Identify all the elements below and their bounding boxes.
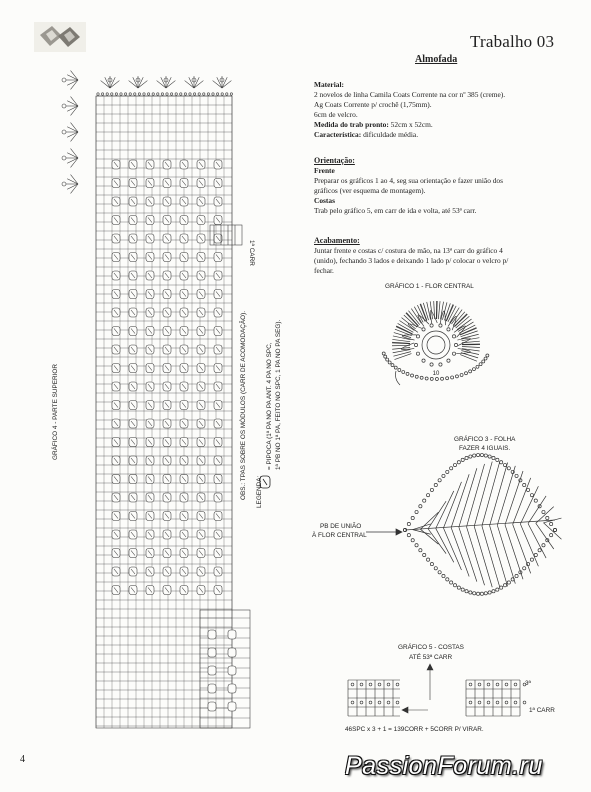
chart5-bottom-note: 46SPC x 3 + 1 = 139CORR + 5CORR P/ VIRAR. <box>345 726 484 733</box>
chart5-row1-label: 1ª CARR <box>529 707 555 714</box>
size-value: 52cm x 52cm. <box>390 120 433 129</box>
piece-name: Almofada <box>415 54 458 65</box>
chart5-title-line1: GRÁFICO 5 - COSTAS <box>398 644 464 651</box>
chart5-title-line2: ATÉ 53ª CARR <box>409 654 453 661</box>
popcorn-stitch-icon <box>260 476 270 488</box>
chart3-union-line1: PB DE UNIÃO <box>320 523 362 530</box>
front-text-2: gráficos (ver esquema de montagem). <box>314 186 426 195</box>
legend-line-1: = PIPOCA (1ª PA NO PA ANT. 4 PA NO SPC, <box>266 342 273 470</box>
chart4-title: GRÁFICO 4 - PARTE SUPERIOR <box>52 364 59 460</box>
chart5-row3-label: 3ª <box>525 680 531 687</box>
legend-line-2: 1ª PB NO 1ª PA, FEITO NO SPC, 1 PA NO PA SEG). <box>275 319 282 470</box>
orientation-heading: Orientação: <box>314 156 355 165</box>
materials-heading: Material: <box>314 80 344 89</box>
materials-line-1: 2 novelos de linha Camila Coats Corrente na cor nº 385 (creme). <box>314 90 506 99</box>
materials-line-3: 6cm de velcro. <box>314 110 358 119</box>
chart3-union-line2: À FLOR CENTRAL <box>312 532 367 539</box>
back-heading: Costas <box>314 196 335 205</box>
chart3-title-line2: FAZER 4 IGUAIS. <box>459 445 511 452</box>
back-text: Trab pelo gráfico 5, em carr de ida e volta, até 53ª carr. <box>314 206 477 215</box>
obs-note: OBS.: TPAS SOBRE OS MÓDULOS (CARR DE ACOMODAÇÃO). <box>240 310 247 500</box>
finishing-line-1: Juntar frente e costas c/ costura de mão, na 13ª carr do gráfico 4 <box>314 246 503 255</box>
finishing-line-2: (unido), fechando 3 lados e deixando 1 lado p/ colocar o velcro p/ <box>314 256 509 265</box>
feature-value: dificuldade média. <box>363 130 419 139</box>
finishing-heading: Acabamento: <box>314 236 360 245</box>
materials-line-2: Ag Coats Corrente p/ crochê (1,75mm). <box>314 100 432 109</box>
legend-title: LEGENDA: <box>256 475 263 508</box>
work-title: Trabalho 03 <box>470 32 555 51</box>
page-number: 4 <box>20 754 25 765</box>
chart1-title: GRÁFICO 1 - FLOR CENTRAL <box>385 283 474 290</box>
chart3-title-line1: GRÁFICO 3 - FOLHA <box>454 436 516 443</box>
chart1-center-label: 10 <box>432 371 440 377</box>
chart4-first-row-label: 1ª CARR <box>248 240 255 266</box>
front-text-1: Preparar os gráficos 1 ao 4, seg sua orientação e fazer união dos <box>314 176 503 185</box>
watermark: PassionForum.ru <box>345 752 543 780</box>
front-heading: Frente <box>314 166 335 175</box>
finishing-line-3: fechar. <box>314 266 334 275</box>
feature-label: Característica: <box>314 130 362 139</box>
size-label: Medida do trab pronto: <box>314 120 389 129</box>
